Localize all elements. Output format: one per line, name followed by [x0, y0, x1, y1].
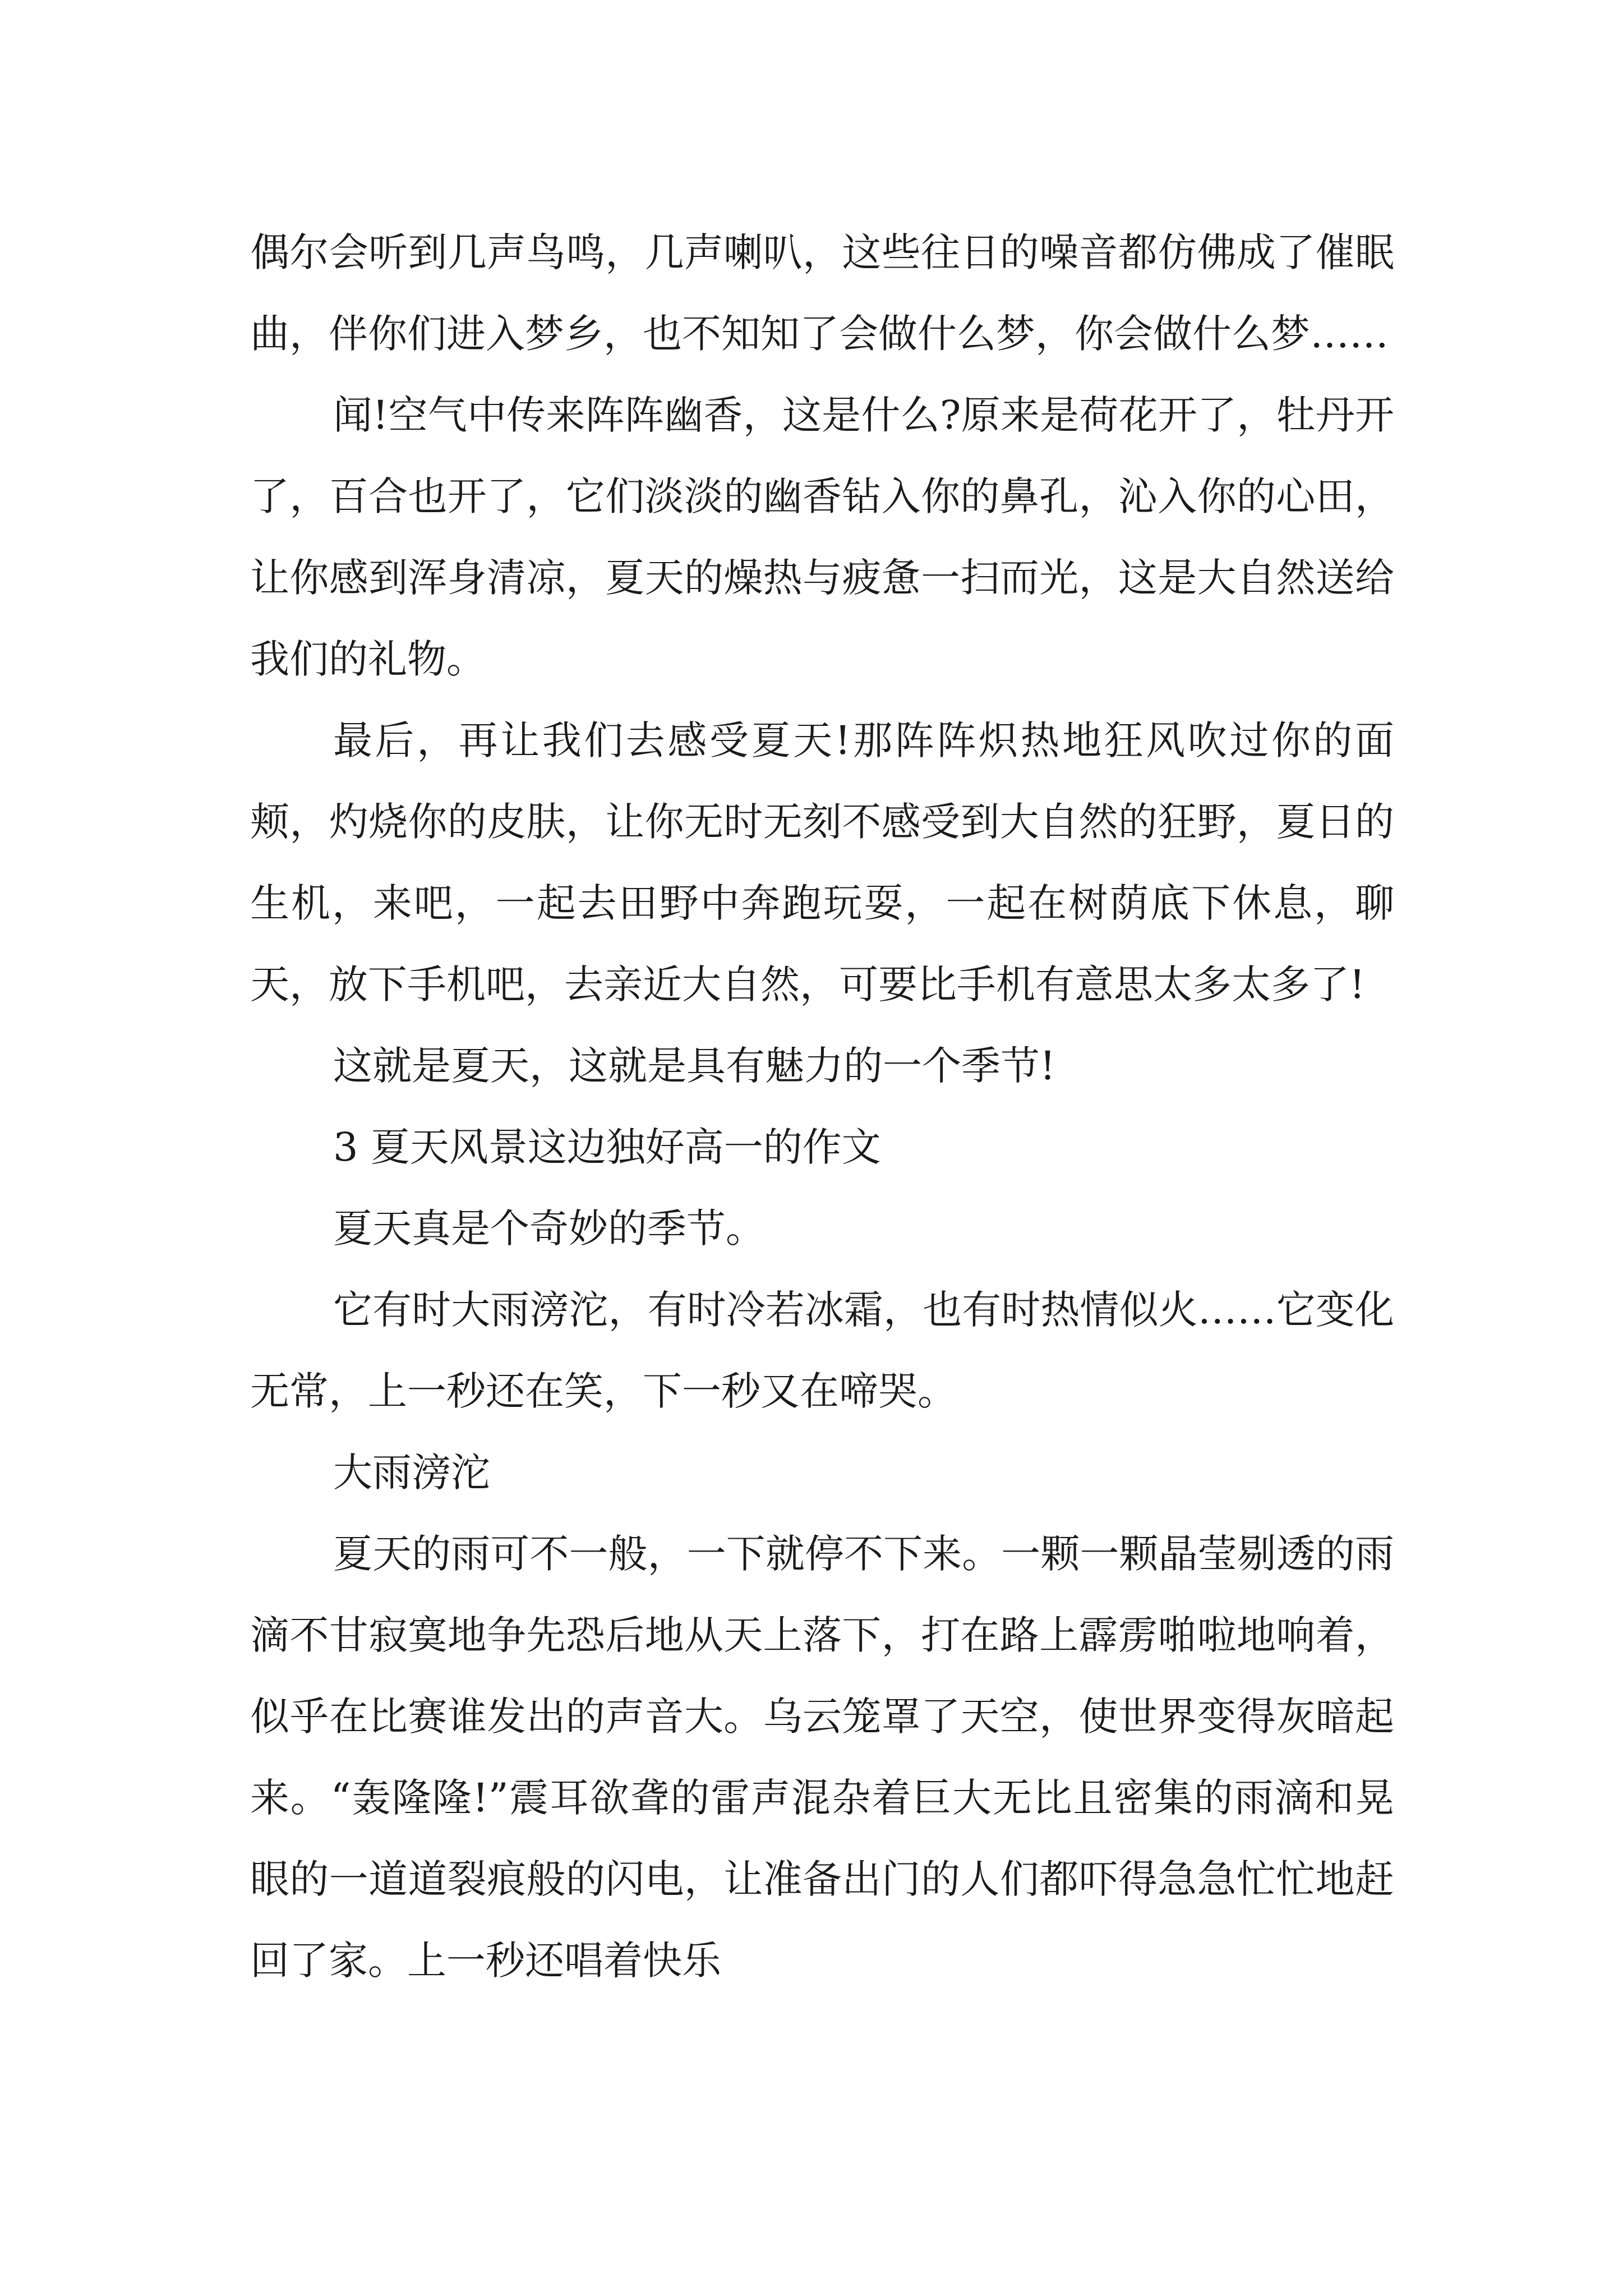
- paragraph-3: 最后，再让我们去感受夏天!那阵阵炽热地狂风吹过你的面颊，灼烧你的皮肤，让你无时无刻不感受到大自然的狂野，夏日的生机，来吧，一起去田野中奔跑玩耍，一起在树荫底下休息，聊天，放下手机吧，去亲近大自然，可要比手机有意思太多太多了!: [250, 717, 1394, 1007]
- paragraph-2: 闻!空气中传来阵阵幽香，这是什么?原来是荷花开了，牡丹开了，百合也开了，它们淡淡的幽香钻入你的鼻孔，沁入你的心田，让你感到浑身清凉，夏天的燥热与疲惫一扫而光，这是大自然送给我们的礼物。: [250, 392, 1394, 682]
- subheading: 大雨滂沱: [333, 1450, 490, 1496]
- paragraph-4: 这就是夏天，这就是具有魅力的一个季节!: [333, 1043, 1056, 1089]
- paragraph-6: 夏天真是个奇妙的季节。: [333, 1205, 765, 1251]
- paragraph-1: 偶尔会听到几声鸟鸣，几声喇叭，这些往日的噪音都仿佛成了催眠曲，伴你们进入梦乡，也不知知了会做什么梦，你会做什么梦……: [250, 229, 1394, 357]
- body-text: [250, 212, 1394, 2001]
- paragraph-9: 夏天的雨可不一般，一下就停不下来。一颗一颗晶莹剔透的雨滴不甘寂寞地争先恐后地从天上落下，打在路上霹雳啪啦地响着，似乎在比赛谁发出的声音大。乌云笼罩了天空，使世界变得灰暗起来。“轰隆隆!”震耳欲聋的雷声混杂着巨大无比且密集的雨滴和晃眼的一道道裂痕般的闪电，让准备出门的人们都吓得急急忙忙地赶回了家。上一秒还唱着快乐: [250, 1531, 1394, 1984]
- paragraph-7: 它有时大雨滂沱，有时冷若冰霜，也有时热情似火……它变化无常，上一秒还在笑，下一秒又在啼哭。: [250, 1287, 1394, 1414]
- section-heading: 3 夏天风景这边独好高一的作文: [333, 1124, 881, 1170]
